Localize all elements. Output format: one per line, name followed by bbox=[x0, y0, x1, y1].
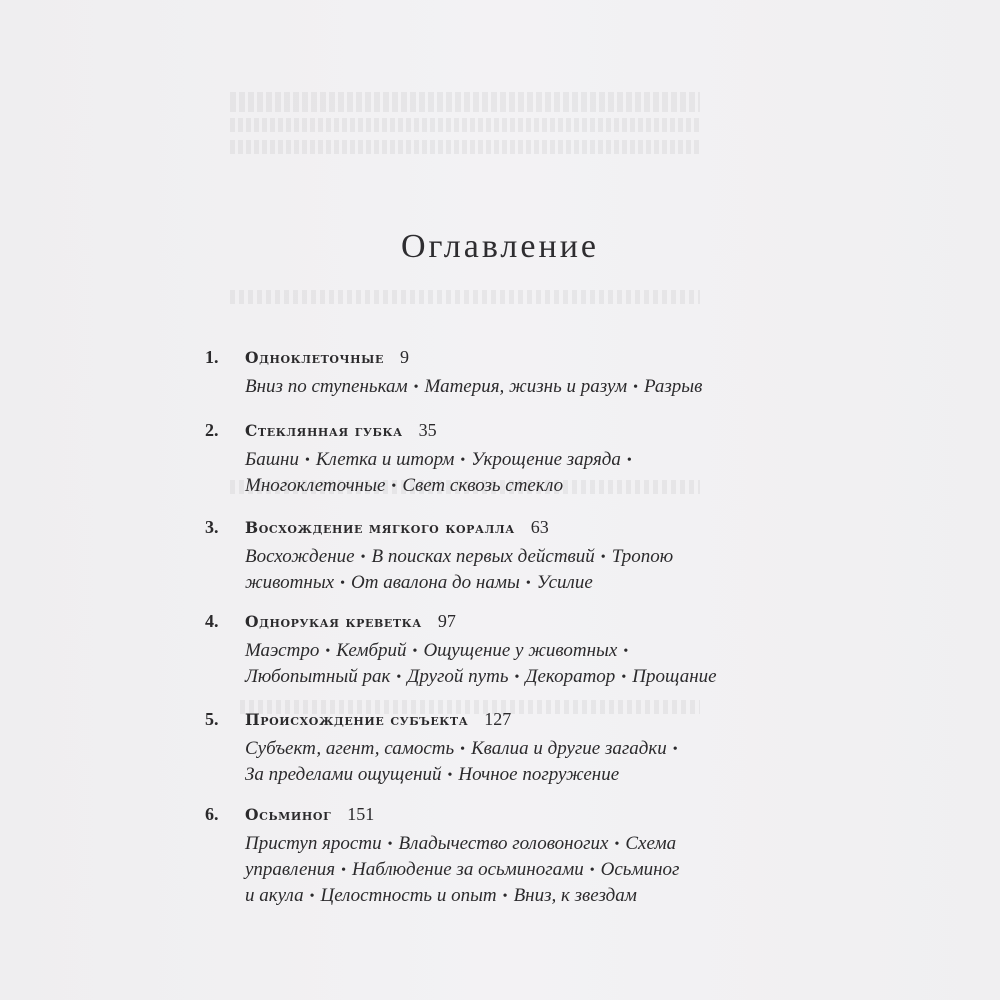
chapter-title[interactable]: Происхождение субъекта bbox=[245, 710, 469, 729]
bullet-separator: • bbox=[340, 576, 346, 591]
section-line bbox=[245, 762, 725, 788]
bullet-separator: • bbox=[460, 453, 466, 468]
chapter-number: 3. bbox=[205, 517, 219, 537]
chapter-number: 4. bbox=[205, 611, 219, 631]
bullet-separator: • bbox=[304, 453, 310, 468]
section-title[interactable]: Наблюдение за осьминогами bbox=[352, 859, 584, 880]
chapter-title-group bbox=[245, 708, 511, 731]
section-title[interactable]: Ночное погружение bbox=[458, 764, 620, 785]
bullet-separator: • bbox=[623, 644, 629, 659]
chapter-number: 6. bbox=[205, 804, 219, 824]
section-title[interactable]: Усилие bbox=[536, 572, 593, 593]
section-title[interactable]: Прощание bbox=[632, 666, 717, 687]
bullet-separator: • bbox=[614, 837, 620, 852]
section-title[interactable]: Башни bbox=[245, 449, 299, 470]
chapter-page-number: 35 bbox=[418, 420, 437, 440]
section-list bbox=[245, 447, 725, 499]
chapter-title-group bbox=[245, 516, 549, 539]
section-title[interactable]: Вниз, к звездам bbox=[513, 885, 637, 906]
chapter-page-number: 97 bbox=[437, 611, 456, 631]
section-line bbox=[245, 570, 725, 596]
chapter-number: 5. bbox=[205, 709, 219, 729]
bullet-separator: • bbox=[396, 670, 402, 685]
chapter-title[interactable]: Осьминог bbox=[245, 805, 332, 824]
section-line bbox=[245, 638, 725, 664]
chapter-title[interactable]: Восхождение мягкого коралла bbox=[245, 518, 515, 537]
section-list bbox=[245, 374, 725, 400]
section-title[interactable]: Укрощение заряда bbox=[471, 449, 621, 470]
chapter-page-number: 127 bbox=[484, 709, 512, 729]
bullet-separator: • bbox=[621, 670, 627, 685]
toc-chapter bbox=[205, 346, 725, 397]
chapter-heading bbox=[205, 708, 725, 730]
chapter-page-number: 151 bbox=[347, 804, 375, 824]
section-title[interactable]: Осьминог bbox=[600, 859, 680, 880]
bullet-separator: • bbox=[525, 576, 531, 591]
toc-chapter bbox=[205, 516, 725, 593]
chapter-heading bbox=[205, 346, 725, 368]
section-title[interactable]: Любопытный рак bbox=[245, 666, 391, 687]
bullet-separator: • bbox=[672, 742, 678, 757]
section-line bbox=[245, 447, 725, 473]
bullet-separator: • bbox=[325, 644, 331, 659]
section-title[interactable]: Другой путь bbox=[407, 666, 509, 687]
section-line bbox=[245, 473, 725, 499]
section-title[interactable]: Разрыв bbox=[644, 376, 703, 397]
section-line bbox=[245, 883, 725, 909]
section-line bbox=[245, 736, 725, 762]
section-title[interactable]: и акула bbox=[245, 885, 304, 906]
section-title[interactable]: Свет сквозь стекло bbox=[402, 475, 564, 496]
toc-chapter bbox=[205, 610, 725, 687]
toc-chapter bbox=[205, 419, 725, 496]
bullet-separator: • bbox=[447, 768, 453, 783]
section-title[interactable]: От авалона до намы bbox=[351, 572, 520, 593]
section-title[interactable]: Квалиа и другие загадки bbox=[471, 738, 667, 759]
chapter-title[interactable]: Стеклянная губка bbox=[245, 421, 403, 440]
chapter-number: 1. bbox=[205, 347, 219, 367]
bullet-separator: • bbox=[413, 380, 419, 395]
section-title[interactable]: Субъект, агент, самость bbox=[245, 738, 455, 759]
section-title[interactable]: За пределами ощущений bbox=[245, 764, 442, 785]
section-title[interactable]: Ощущение у животных bbox=[423, 640, 618, 661]
section-line bbox=[245, 374, 725, 400]
bleed-through-texture bbox=[230, 290, 700, 304]
bullet-separator: • bbox=[502, 889, 508, 904]
bullet-separator: • bbox=[589, 863, 595, 878]
bullet-separator: • bbox=[514, 670, 520, 685]
bullet-separator: • bbox=[387, 837, 393, 852]
chapter-title-group bbox=[245, 346, 409, 369]
section-title[interactable]: Кембрий bbox=[336, 640, 407, 661]
bullet-separator: • bbox=[600, 550, 606, 565]
chapter-heading bbox=[205, 516, 725, 538]
section-list bbox=[245, 736, 725, 788]
bullet-separator: • bbox=[360, 550, 366, 565]
bullet-separator: • bbox=[460, 742, 466, 757]
bleed-through-texture bbox=[230, 140, 700, 154]
chapter-title-group bbox=[245, 803, 374, 826]
section-title[interactable]: Восхождение bbox=[245, 546, 355, 567]
chapter-title[interactable]: Однорукая креветка bbox=[245, 612, 422, 631]
chapter-heading bbox=[205, 803, 725, 825]
section-title[interactable]: Клетка и шторм bbox=[315, 449, 455, 470]
bleed-through-texture bbox=[230, 118, 700, 132]
section-list bbox=[245, 638, 725, 690]
section-title[interactable]: Приступ ярости bbox=[245, 833, 382, 854]
chapter-title-group bbox=[245, 610, 456, 633]
section-title[interactable]: Материя, жизнь и разум bbox=[424, 376, 628, 397]
section-title[interactable]: Вниз по ступенькам bbox=[245, 376, 408, 397]
bleed-through-texture bbox=[230, 92, 700, 112]
section-title[interactable]: Владычество головоногих bbox=[398, 833, 609, 854]
chapter-heading bbox=[205, 419, 725, 441]
chapter-title-group bbox=[245, 419, 437, 442]
section-title[interactable]: Тропою bbox=[611, 546, 674, 567]
section-title[interactable]: управления bbox=[245, 859, 336, 880]
toc-chapter bbox=[205, 803, 725, 906]
bullet-separator: • bbox=[626, 453, 632, 468]
section-title[interactable]: Целостность и опыт bbox=[320, 885, 497, 906]
section-title[interactable]: Маэстро bbox=[245, 640, 320, 661]
bullet-separator: • bbox=[391, 479, 397, 494]
section-title[interactable]: Схема bbox=[625, 833, 677, 854]
toc-chapter bbox=[205, 708, 725, 785]
section-title[interactable]: Многоклеточные bbox=[245, 475, 386, 496]
section-list bbox=[245, 831, 725, 909]
bullet-separator: • bbox=[309, 889, 315, 904]
section-title[interactable]: Декоратор bbox=[525, 666, 616, 687]
section-line bbox=[245, 831, 725, 857]
section-line bbox=[245, 664, 725, 690]
section-title[interactable]: животных bbox=[245, 572, 335, 593]
chapter-heading bbox=[205, 610, 725, 632]
page-title: Оглавление bbox=[401, 228, 599, 265]
chapter-title[interactable]: Одноклеточные bbox=[245, 348, 384, 367]
chapter-page-number: 63 bbox=[530, 517, 549, 537]
section-line bbox=[245, 544, 725, 570]
section-title[interactable]: В поисках первых действий bbox=[371, 546, 595, 567]
bullet-separator: • bbox=[412, 644, 418, 659]
section-line bbox=[245, 857, 725, 883]
bullet-separator: • bbox=[633, 380, 638, 395]
bullet-separator: • bbox=[341, 863, 347, 878]
chapter-page-number: 9 bbox=[399, 347, 409, 367]
section-list bbox=[245, 544, 725, 596]
chapter-number: 2. bbox=[205, 420, 219, 440]
